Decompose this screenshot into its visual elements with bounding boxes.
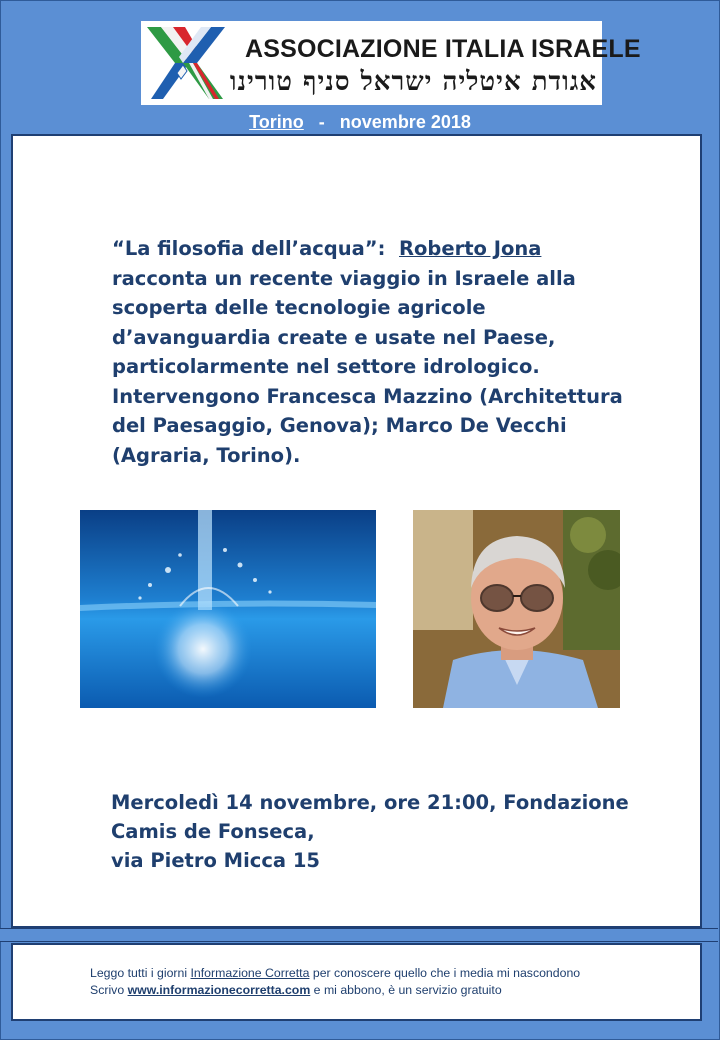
event-venue: Camis de Fonseca, [111,820,315,843]
header-city: Torino [249,112,304,132]
event-details [111,788,671,875]
event-title: “La filosofia dell’acqua”: [112,237,386,260]
association-title-hebrew: אגודת איטליה ישראל סניף טורינו [229,67,597,97]
water-splash-image [80,510,376,708]
header-date: novembre 2018 [339,112,471,132]
footer-line-2-prefix: Scrivo [90,983,128,997]
association-flag-emblem-icon [143,23,229,103]
association-logo [141,21,641,105]
event-description [112,234,642,470]
footer-line-2 [90,982,690,999]
website-link[interactable]: www.informazionecorretta.com [127,983,311,997]
description-line1-tail: racconta [112,266,208,290]
water-splash-graphic [80,510,376,708]
association-title: ASSOCIAZIONE ITALIA ISRAELE [245,35,641,63]
event-header [0,111,720,133]
informazione-corretta-link[interactable]: Informazione Corretta [190,966,310,980]
footer-line-1 [90,965,690,982]
roberto-jona-portrait [413,510,620,708]
portrait-graphic [413,510,620,708]
header-separator: - [318,112,325,132]
event-address: via Pietro Micca 15 [111,849,320,872]
footer-line-2-suffix: e mi abbono, è un servizio gratuito [310,983,502,997]
separator-band [0,928,718,942]
footer-line-1-suffix: per conoscere quello che i media mi nascondono [309,966,581,980]
footer-text [90,965,690,999]
description-body: un recente viaggio in Israele alla scoperta delle tecnologie agricole d’avanguardia create e usate nel Paese, particolarmente nel settore idrologico. Intervengono Francesca Mazzino (Architettura del Paesaggio, Genova); Marco De Vecchi (Agraria, Torino). [112,266,623,467]
main-panel [11,134,702,928]
footer-line-1-prefix: Leggo tutti i giorni [90,966,191,980]
footer-panel [11,943,702,1021]
event-date-time: Mercoledì 14 novembre, ore 21:00, Fondazione [111,791,629,814]
speaker-name: Roberto Jona [399,237,542,260]
